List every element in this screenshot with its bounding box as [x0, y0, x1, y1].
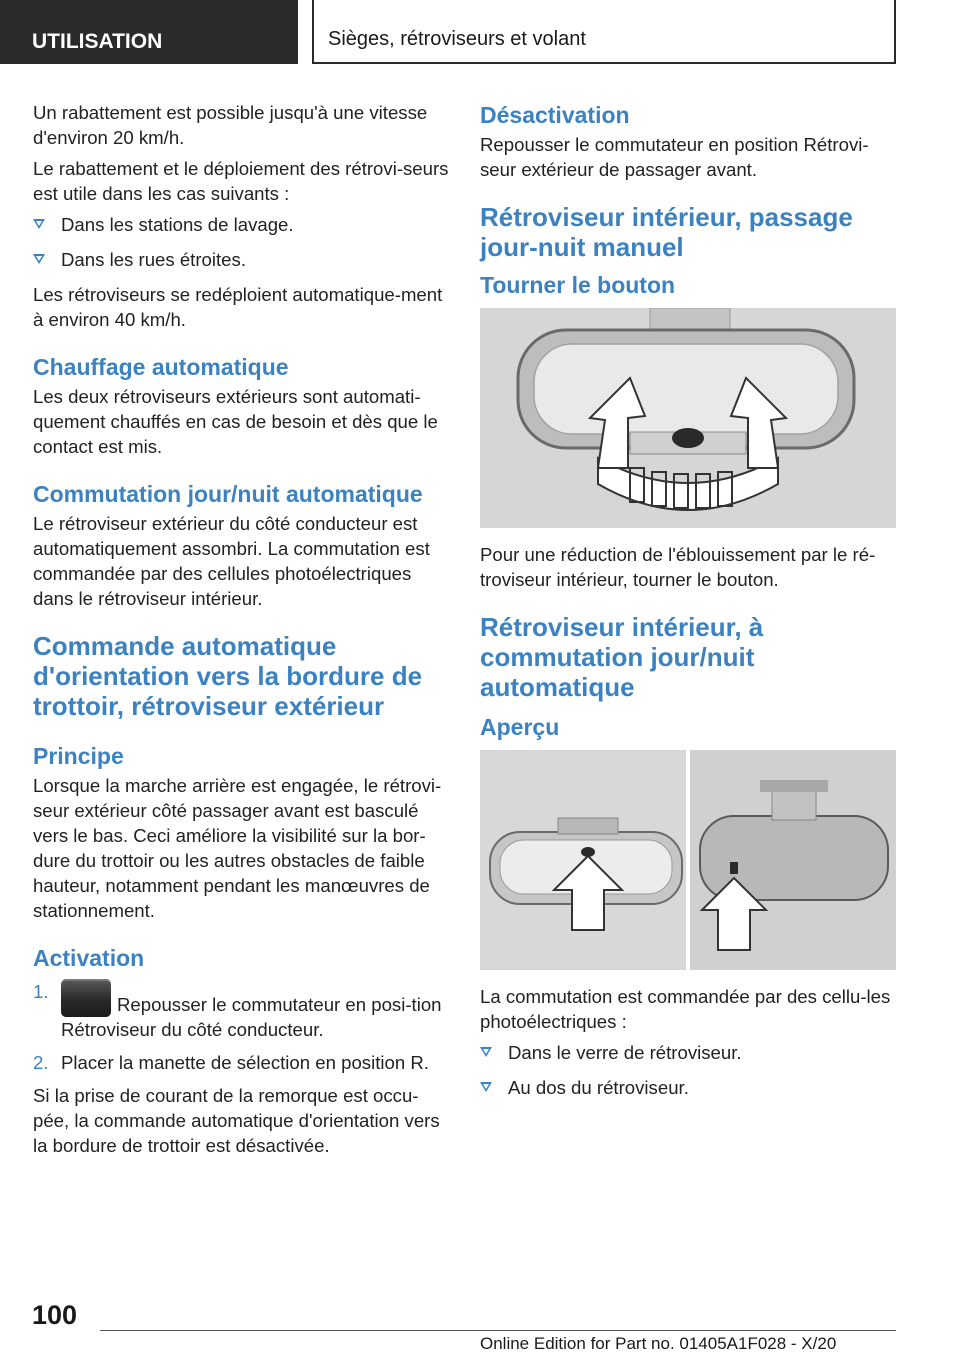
heating-paragraph: Les deux rétroviseurs extérieurs sont automati-quement chauffés en cas de besoin et dès que le contact est mis.	[33, 386, 438, 457]
heading-deactivation: Désactivation	[480, 102, 630, 128]
list-item: Dans le verre de rétroviseur.	[480, 1040, 896, 1065]
turn-knob-paragraph: Pour une réduction de l'éblouissement par le ré-troviseur intérieur, tourner le bouton.	[480, 544, 876, 590]
list-item: Dans les stations de lavage.	[33, 212, 449, 237]
activation-steps	[33, 979, 449, 1075]
page-header	[0, 0, 960, 66]
mirror-knob-illustration	[480, 308, 896, 528]
mirror-knob-figure	[480, 308, 896, 528]
heading-day-night: Commutation jour/nuit automatique	[33, 481, 423, 507]
list-item: Dans les rues étroites.	[33, 247, 449, 272]
triangle-bullet-icon	[33, 219, 45, 229]
heading-auto-day-night: Rétroviseur intérieur, à commutation jour/nuit automatique	[480, 612, 764, 702]
page-number: 100	[32, 1300, 78, 1330]
heading-overview: Aperçu	[480, 714, 560, 740]
heading-manual-day-night: Rétroviseur intérieur, passage jour-nuit manuel	[480, 202, 853, 262]
overview-bullet-list	[480, 1040, 896, 1100]
heading-activation: Activation	[33, 945, 145, 971]
footer-edition: Online Edition for Part no. 01405A1F028 - X/20	[480, 1334, 837, 1353]
auto-mirror-illustration	[480, 750, 896, 970]
heading-turn-knob: Tourner le bouton	[480, 272, 676, 298]
overview-paragraph: La commutation est commandée par des cellu-les photoélectriques :	[480, 986, 891, 1032]
auto-mirror-figure	[480, 750, 896, 970]
list-item: 2. Placer la manette de sélection en position R.	[33, 1052, 429, 1073]
mirror-switch-icon	[61, 979, 111, 1017]
triangle-bullet-icon	[480, 1047, 492, 1057]
triangle-bullet-icon	[33, 254, 45, 264]
principle-paragraph: Lorsque la marche arrière est engagée, le rétrovi-seur extérieur côté passager avant est basculé vers le bas. Ceci améliore la visibilité sur la bor-dure du trottoir ou les autres obstacles de faible hauteur, notamment pendant les manœuvres de stationnement.	[33, 775, 442, 921]
right-column	[480, 100, 896, 1110]
list-item: Au dos du rétroviseur.	[480, 1075, 896, 1100]
heading-heating: Chauffage automatique	[33, 354, 289, 380]
intro-paragraph-1: Un rabattement est possible jusqu'à une vitesse d'environ 20 km/h.	[33, 102, 428, 148]
left-column	[33, 100, 449, 1164]
heading-curb-tilt: Commande automatique d'orientation vers la bordure de trottoir, rétroviseur extérieur	[33, 631, 423, 721]
section-tab: UTILISATION	[0, 0, 298, 64]
deactivation-paragraph: Repousser le commutateur en position Rétrovi-seur extérieur de passager avant.	[480, 134, 869, 180]
chapter-title: Sièges, rétroviseurs et volant	[312, 0, 896, 64]
day-night-paragraph: Le rétroviseur extérieur du côté conducteur est automatiquement assombri. La commutation est commandée par des cellules photoélectriques dans le rétroviseur intérieur.	[33, 513, 430, 609]
heading-principle: Principe	[33, 743, 124, 769]
triangle-bullet-icon	[480, 1082, 492, 1092]
intro-paragraph-2: Le rabattement et le déploiement des rétrovi-seurs est utile dans les cas suivants :	[33, 158, 449, 204]
intro-paragraph-3: Les rétroviseurs se redéploient automatique-ment à environ 40 km/h.	[33, 284, 443, 330]
trailer-paragraph: Si la prise de courant de la remorque est occu-pée, la commande automatique d'orientation vers la bordure de trottoir est désactivée.	[33, 1085, 440, 1156]
list-item: 1. Repousser le commutateur en posi-tion Rétroviseur du côté conducteur.	[33, 981, 442, 1040]
intro-bullet-list	[33, 212, 449, 272]
footer-divider	[100, 1330, 896, 1331]
